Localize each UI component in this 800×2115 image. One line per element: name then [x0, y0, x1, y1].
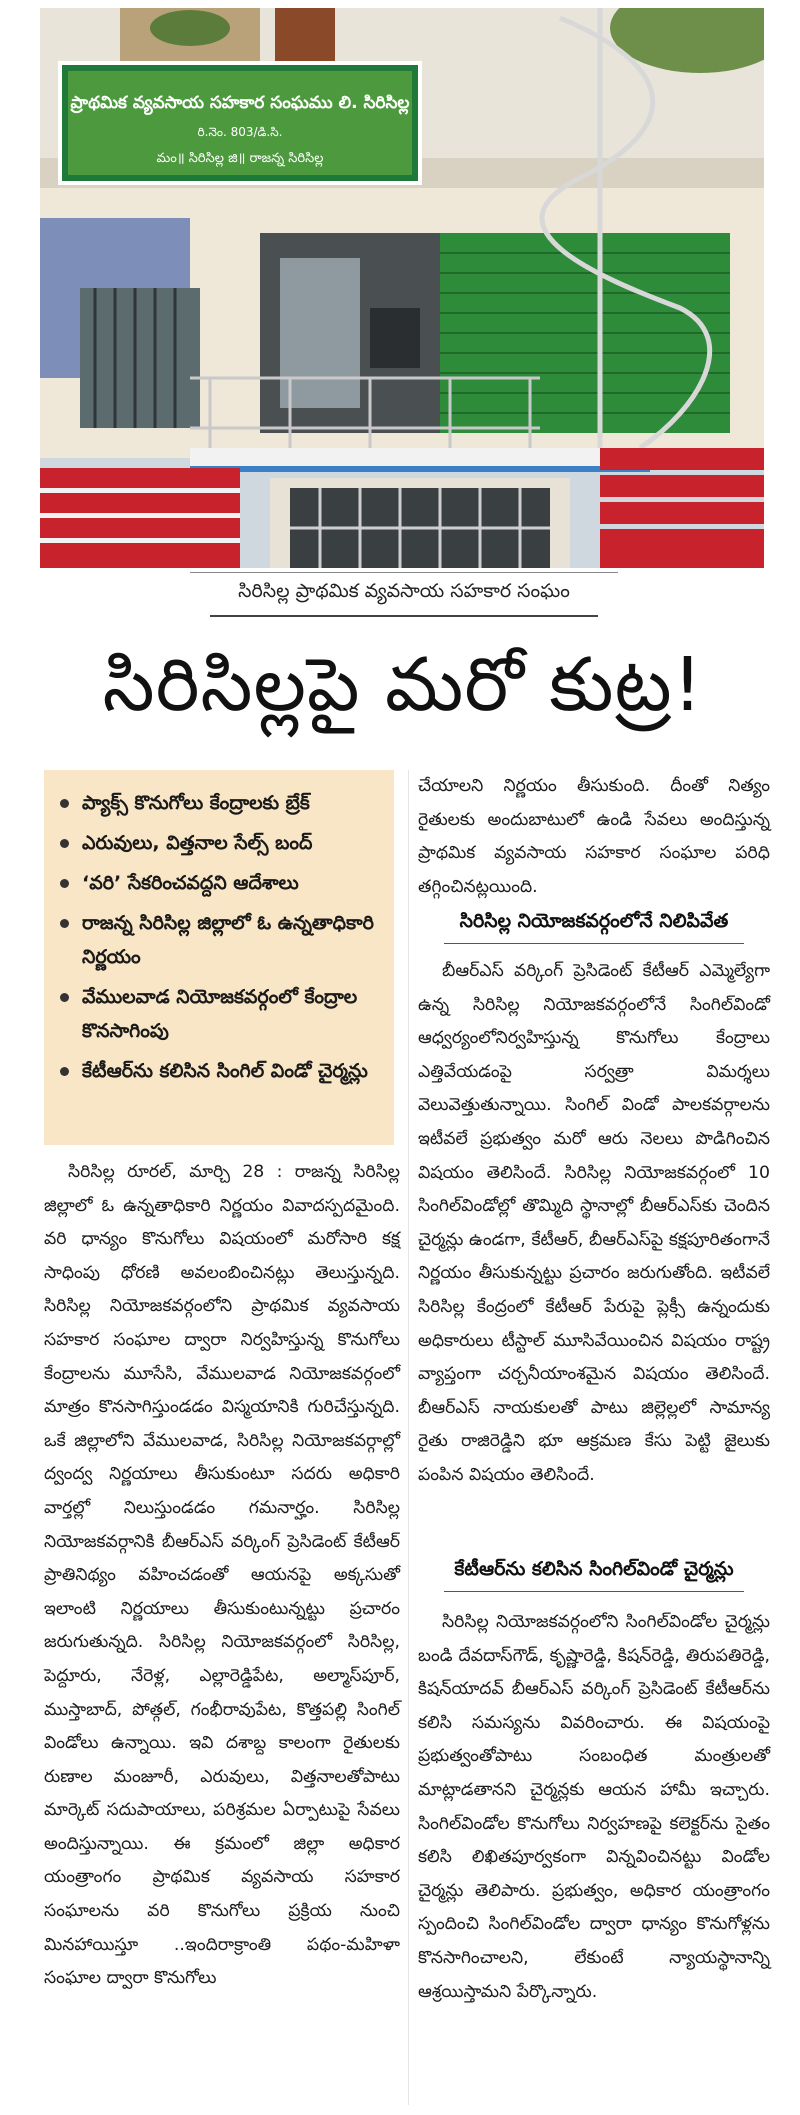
subheading-1: సిరిసిల్ల నియోజకవర్గంలోనే నిలిపివేత: [418, 910, 770, 948]
highlight-item: [56, 906, 384, 974]
highlight-item: [56, 1054, 384, 1088]
bullet-icon: [60, 879, 69, 888]
highlight-text: కేటీఆర్‌ను కలిసిన సింగిల్ విండో చైర్మన్లు: [82, 1060, 368, 1082]
highlight-item: [56, 980, 384, 1048]
highlight-text: వేములవాడ నియోజకవర్గంలో కేంద్రాల కొనసాగింపు: [82, 986, 358, 1042]
highlight-text: ఎరువులు, విత్తనాల సేల్స్ బంద్: [82, 832, 313, 854]
bullet-icon: [60, 1067, 69, 1076]
signboard-line2: రి.నెం. 803/డి.సి.: [197, 125, 283, 139]
column-divider: [408, 770, 409, 2105]
building-photo: [40, 8, 764, 568]
article-photo: [40, 8, 764, 568]
article-column-right-bottom: [418, 1606, 770, 2009]
article-column-right-mid: [418, 955, 770, 1493]
article-paragraph-right-top: చేయాలని నిర్ణయం తీసుకుంది. దీంతో నిత్యం రైతులకు అందుబాటులో ఉండి సేవలు అందిస్తున్న ప్రాథమిక వ్యవసాయ సహకార సంఘాల పరిధి తగ్గించినట్లయింది.: [418, 776, 770, 897]
headline: సిరిసిల్లపై మరో కుట్ర!: [102, 642, 704, 728]
highlight-item: [56, 786, 384, 820]
signboard-line3: మం॥ సిరిసిల్ల జి॥ రాజన్న సిరిసిల్ల: [156, 151, 324, 166]
signboard-line1: ప్రాథమిక వ్యవసాయ సహకార సంఘము లి. సిరిసిల్ల: [70, 93, 410, 113]
article-paragraph-right-mid: బీఆర్‌ఎస్ వర్కింగ్ ప్రెసిడెంట్ కేటీఆర్ ఎమ్మెల్యేగా ఉన్న సిరిసిల్ల నియోజకవర్గంలోనే సింగిల్‌విండో ఆధ్వర్యంలోనిర్వహిస్తున్న కొనుగోలు కేంద్రాలు ఎత్తివేయడంపై సర్వత్రా విమర్శలు వెలువెత్తుతున్నాయి. సింగిల్ విండో పాలకవర్గాలను ఇటీవలే ప్రభుత్వం మరో ఆరు నెలలు పొడిగించిన విషయం తెలిసిందే. సిరిసిల్ల నియోజకవర్గంలో 10 సింగిల్‌విండోల్లో తొమ్మిది స్థానాల్లో బీఆర్‌ఎస్‌కు చెందిన చైర్మన్లు ఉండగా, కేటీఆర్, బీఆర్‌ఎస్‌పై కక్షపూరితంగానే నిర్ణయం తీసుకున్నట్టు ప్రచారం జరుగుతోంది. ఇటీవలే సిరిసిల్ల కేంద్రంలో కేటీఆర్ పేరుపై ప్లెక్సీ ఉన్నందుకు అధికారులు టీస్టాల్ మూసివేయించిన విషయం రాష్ట్ర వ్యాప్తంగా చర్చనీయాంశమైన విషయం తెలిసిందే. బీఆర్‌ఎస్ నాయకులతో పాటు జిల్లెల్లలో సామాన్య రైతు రాజిరెడ్డిని భూ ఆక్రమణ కేసు పెట్టి జైలుకు పంపిన విషయం తెలిసిందే.: [418, 961, 770, 1485]
highlights-box: [44, 770, 394, 1145]
bullet-icon: [60, 919, 69, 928]
article-column-right-top: [418, 770, 770, 904]
highlights-list: [56, 786, 384, 1088]
subheading-2: కేటీఆర్‌ను కలిసిన సింగిల్‌విండో చైర్మన్లు: [418, 1558, 770, 1596]
article-paragraph-left: సిరిసిల్ల రూరల్, మార్చి 28 : రాజన్న సిరిసిల్ల జిల్లాలో ఓ ఉన్నతాధికారి నిర్ణయం వివాదస్పదమైంది. వరి ధాన్యం కొనుగోలు విషయంలో మరోసారి కక్ష సాధింపు ధోరణి అవలంబించినట్లు తెలుస్తున్నది. సిరిసిల్ల నియోజకవర్గంలోని ప్రాథమిక వ్యవసాయ సహకార సంఘాల ద్వారా నిర్వహిస్తున్న కొనుగోలు కేంద్రాలను మూసేసి, వేములవాడ నియోజకవర్గంలో మాత్రం కొనసాగిస్తుండడం విస్మయానికి గురిచేస్తున్నది. ఒకే జిల్లాలోని వేములవాడ, సిరిసిల్ల నియోజకవర్గాల్లో ద్వంద్వ నిర్ణయాలు తీసుకుంటూ సదరు అధికారి వార్తల్లో నిలుస్తుండడం గమనార్హం. సిరిసిల్ల నియోజకవర్గానికి బీఆర్‌ఎస్ వర్కింగ్ ప్రెసిడెంట్ కేటీఆర్ ప్రాతినిథ్యం వహించడంతో ఆయనపై అక్కసుతో ఇలాంటి నిర్ణయాలు తీసుకుంటున్నట్టు ప్రచారం జరుగుతున్నది. సిరిసిల్ల నియోజకవర్గంలో సిరిసిల్ల, పెద్దూరు, నేరెళ్ల, ఎల్లారెడ్డిపేట, అల్మాస్‌పూర్, ముస్తాబాద్, పోత్గల్, గంభీరావుపేట, కొత్తపల్లి సింగిల్ విండోలు ఉన్నాయి. ఇవి దశాబ్ద కాలంగా రైతులకు రుణాల మంజూరీ, ఎరువులు, విత్తనాలతోపాటు మార్కెట్ సదుపాయాలు, పరిశ్రమల ఏర్పాటుపై సేవలు అందిస్తున్నాయి. ఈ క్రమంలో జిల్లా అధికార యంత్రాంగం ప్రాథమిక వ్యవసాయ సహకార సంఘాలను వరి కొనుగోలు ప్రక్రియ నుంచి మినహాయిస్తూ ..ఇందిరాక్రాంతి పథం-మహిళా సంఘాల ద్వారా కొనుగోలు: [44, 1162, 400, 1989]
bullet-icon: [60, 993, 69, 1002]
highlight-text: రాజన్న సిరిసిల్ల జిల్లాలో ఓ ఉన్నతాధికారి నిర్ణయం: [82, 912, 374, 968]
highlight-text: ప్యాక్స్ కొనుగోలు కేంద్రాలకు బ్రేక్: [82, 792, 310, 814]
article-column-left: [44, 1156, 400, 1996]
photo-caption: సిరిసిల్ల ప్రాథమిక వ్యవసాయ సహకార సంఘం: [210, 580, 598, 617]
highlight-text: ‘వరి’ సేకరించవద్దని ఆదేశాలు: [82, 872, 299, 894]
highlight-item: [56, 866, 384, 900]
article-paragraph-right-bottom: సిరిసిల్ల నియోజకవర్గంలోని సింగిల్‌విండోల చైర్మన్లు బండి దేవదాస్‌గౌడ్, కృష్ణారెడ్డి, కిషన్‌రెడ్డి, తిరుపతిరెడ్డి, కిషన్‌యాదవ్ బీఆర్‌ఎస్ వర్కింగ్ ప్రెసిడెంట్ కేటీఆర్‌ను కలిసి సమస్యను వివరించారు. ఈ విషయంపై ప్రభుత్వంతోపాటు సంబంధిత మంత్రులతో మాట్లాడతానని చైర్మన్లకు ఆయన హామీ ఇచ్చారు. సింగిల్‌విండోల కొనుగోలు నిర్వహణపై కలెక్టర్‌ను సైతం కలిసి లిఖితపూర్వకంగా విన్నవించినట్టు విండోల చైర్మన్లు తెలిపారు. ప్రభుత్వం, అధికార యంత్రాంగం స్పందించి సింగిల్‌విండోల ద్వారా ధాన్యం కొనుగోళ్లను కొనసాగించాలని, లేకుంటే న్యాయస్థానాన్ని ఆశ్రయిస్తామని పేర్కొన్నారు.: [418, 1612, 770, 2002]
bullet-icon: [60, 839, 69, 848]
highlight-item: [56, 826, 384, 860]
bullet-icon: [60, 799, 69, 808]
